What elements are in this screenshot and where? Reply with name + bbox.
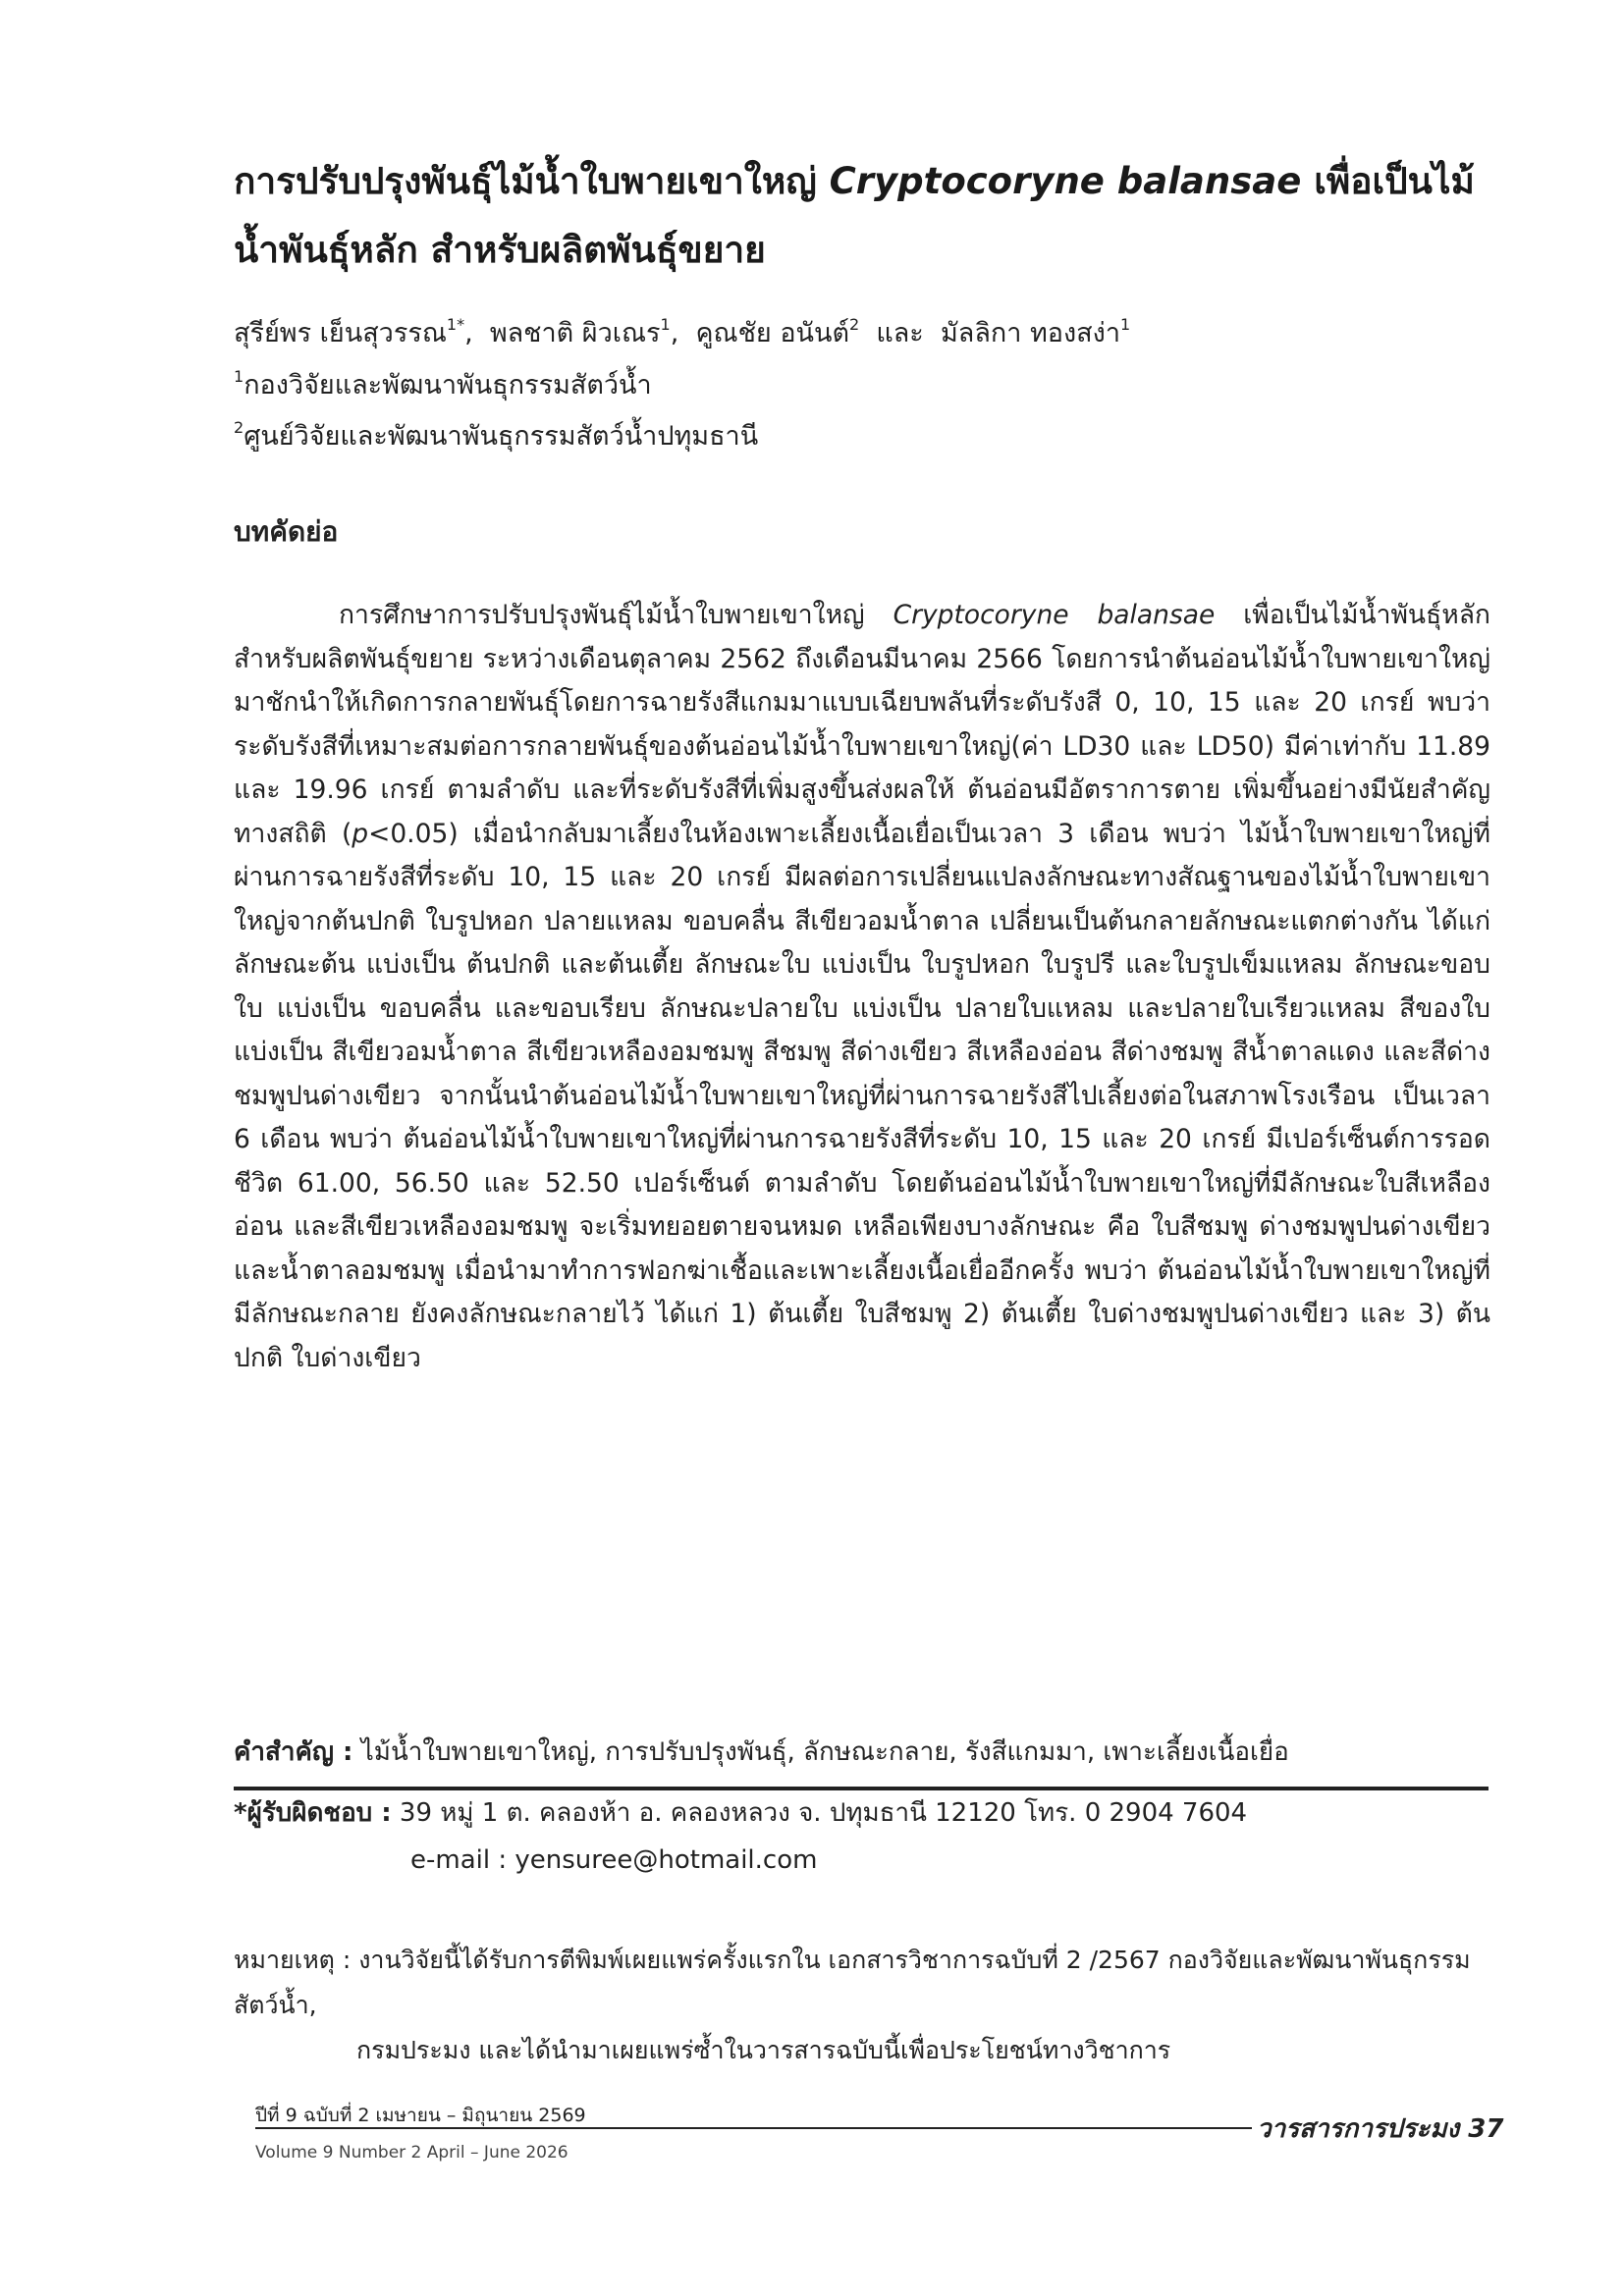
footer-english-issue: Volume 9 Number 2 April – June 2026 — [255, 2143, 568, 2163]
note-line-1: หมายเหตุ : งานวิจัยนี้ได้รับการตีพิมพ์เผยแพร่ครั้งแรกใน เอกสารวิชาการฉบับที่ 2 /2567 กองวิจัยและพัฒนาพันธุกรรมสัตว์น้ำ, — [234, 1946, 1471, 2019]
contact-email: e-mail : yensuree@hotmail.com — [410, 1845, 818, 1875]
author-and: และ — [876, 318, 924, 348]
title-text-2: เพื่อเป็นไม้น้ำพันธุ์หลัก สำหรับผลิตพันธุ์ขยาย — [234, 160, 1475, 271]
author-4: มัลลิกา ทองสง่า$^1$ — [940, 315, 1131, 348]
title-text-1: การปรับปรุงพันธุ์ไม้น้ำใบพายเขาใหญ่ — [234, 160, 830, 202]
affiliation-1: $^1$กองวิจัยและพัฒนาพันธุกรรมสัตว์น้ำ — [234, 367, 652, 400]
keywords-text: ไม้น้ำใบพายเขาใหญ่, การปรับปรุงพันธุ์, ลักษณะกลาย, รังสีแกมมา, เพาะเลี้ยงเนื้อเยื่อ — [352, 1737, 1289, 1767]
keywords — [234, 1732, 1289, 1772]
journal-page-label: วารสารการประมง 37 — [1257, 2114, 1504, 2144]
note-line-2: กรมประมง และได้นำมาเผยแพร่ซ้ำในวารสารฉบับนี้เพื่อประโยชน์ทางวิชาการ — [356, 2036, 1171, 2064]
publication-note — [234, 1938, 1500, 2073]
footer-thai-issue: ปีที่ 9 ฉบับที่ 2 เมษายน – มิถุนายน 2569 — [255, 2105, 586, 2126]
corresponding-author — [234, 1792, 1247, 1833]
author-1: สุรีย์พร เย็นสุวรรณ$^{1*}$ — [234, 315, 465, 348]
author-3: คูณชัย อนันต์$^2$ — [695, 315, 860, 348]
abstract-heading: บทคัดย่อ — [234, 515, 339, 548]
keywords-label: คำสำคัญ : — [234, 1737, 353, 1767]
contact-address: 39 หมู่ 1 ต. คลองห้า อ. คลองหลวง จ. ปทุมธานี 12120 โทร. 0 2904 7604 — [391, 1798, 1248, 1828]
title-species: Cryptocoryne balansae — [829, 160, 1302, 202]
author-2: พลชาติ ผิวเณร$^1$ — [489, 315, 671, 348]
footer-rule — [255, 2127, 1252, 2129]
affiliation-2: $^2$ศูนย์วิจัยและพัฒนาพันธุกรรมสัตว์น้ำปทุมธานี — [234, 418, 759, 452]
contact-label: *ผู้รับผิดชอบ : — [234, 1798, 392, 1828]
abstract-body: การศึกษาการปรับปรุงพันธุ์ไม้น้ำใบพายเขาใหญ่ Cryptocoryne balansae เพื่อเป็นไม้น้ำพันธุ์หลัก สำหรับผลิตพันธุ์ขยาย ระหว่างเดือนตุลาคม 2562 ถึงเดือนมีนาคม 2566 โดยการนำต้นอ่อนไม้น้ำใบพายเขาใหญ่ มาชักนำให้เกิดการกลายพันธุ์โดยการฉายรังสีแกมมาแบบเฉียบพลันที่ระดับรังสี 0, 10, 15 และ 20 เกรย์ พบว่า ระดับรังสีที่เหมาะสมต่อการกลายพันธุ์ของต้นอ่อนไม้น้ำใบพายเขาใหญ่(ค่า LD30 และ LD50) มีค่าเท่ากับ 11.89 และ 19.96 เกรย์ ตามลำดับ และที่ระดับรังสีที่เพิ่มสูงขึ้นส่งผลให้ ต้นอ่อนมีอัตราการตาย เพิ่มขึ้นอย่างมีนัยสำคัญทางสถิติ (p<0.05) เมื่อนำกลับมาเลี้ยงในห้องเพาะเลี้ยงเนื้อเยื่อเป็นเวลา 3 เดือน พบว่า ไม้น้ำใบพายเขาใหญ่ที่ผ่านการฉายรังสีที่ระดับ 10, 15 และ 20 เกรย์ มีผลต่อการเปลี่ยนแปลงลักษณะทางสัณฐานของไม้น้ำใบพายเขาใหญ่จากต้นปกติ ใบรูปหอก ปลายแหลม ขอบคลื่น สีเขียวอมน้ำตาล เปลี่ยนเป็นต้นกลายลักษณะแตกต่างกัน ได้แก่ ลักษณะต้น แบ่งเป็น ต้นปกติ และต้นเตี้ย ลักษณะใบ แบ่งเป็น ใบรูปหอก ใบรูปรี และใบรูปเข็มแหลม ลักษณะขอบใบ แบ่งเป็น ขอบคลื่น และขอบเรียบ ลักษณะปลายใบ แบ่งเป็น ปลายใบแหลม และปลายใบเรียวแหลม สีของใบ แบ่งเป็น สีเขียวอมน้ำตาล สีเขียวเหลืองอมชมพู สีชมพู สีด่างเขียว สีเหลืองอ่อน สีด่างชมพู สีน้ำตาลแดง และสีด่างชมพูปนด่างเขียว จากนั้นนำต้นอ่อนไม้น้ำใบพายเขาใหญ่ที่ผ่านการฉายรังสีไปเลี้ยงต่อในสภาพโรงเรือน เป็นเวลา 6 เดือน พบว่า ต้นอ่อนไม้น้ำใบพายเขาใหญ่ที่ผ่านการฉายรังสีที่ระดับ 10, 15 และ 20 เกรย์ มีเปอร์เซ็นต์การรอดชีวิต 61.00, 56.50 และ 52.50 เปอร์เซ็นต์ ตามลำดับ โดยต้นอ่อนไม้น้ำใบพายเขาใหญ่ที่มีลักษณะใบสีเหลืองอ่อน และสีเขียวเหลืองอมชมพู จะเริ่มทยอยตายจนหมด เหลือเพียงบางลักษณะ คือ ใบสีชมพู ด่างชมพูปนด่างเขียว และน้ำตาลอมชมพู เมื่อนำมาทำการฟอกฆ่าเชื้อและเพาะเลี้ยงเนื้อเยื่ออีกครั้ง พบว่า ต้นอ่อนไม้น้ำใบพายเขาใหญ่ที่มีลักษณะกลาย ยังคงลักษณะกลายไว้ ได้แก่ 1) ต้นเตี้ย ใบสีชมพู 2) ต้นเตี้ย ใบด่างชมพูปนด่างเขียว และ 3) ต้นปกติ ใบด่างเขียว — [234, 600, 1490, 1373]
author-list: สุรีย์พร เย็นสุวรรณ$^{1*}$, พลชาติ ผิวเณร$^1$, คูณชัย อนันต์$^2$ และ มัลลิกา ทองสง่า$^1$ — [234, 315, 1131, 348]
paper-title — [234, 147, 1500, 285]
divider — [234, 1787, 1489, 1790]
